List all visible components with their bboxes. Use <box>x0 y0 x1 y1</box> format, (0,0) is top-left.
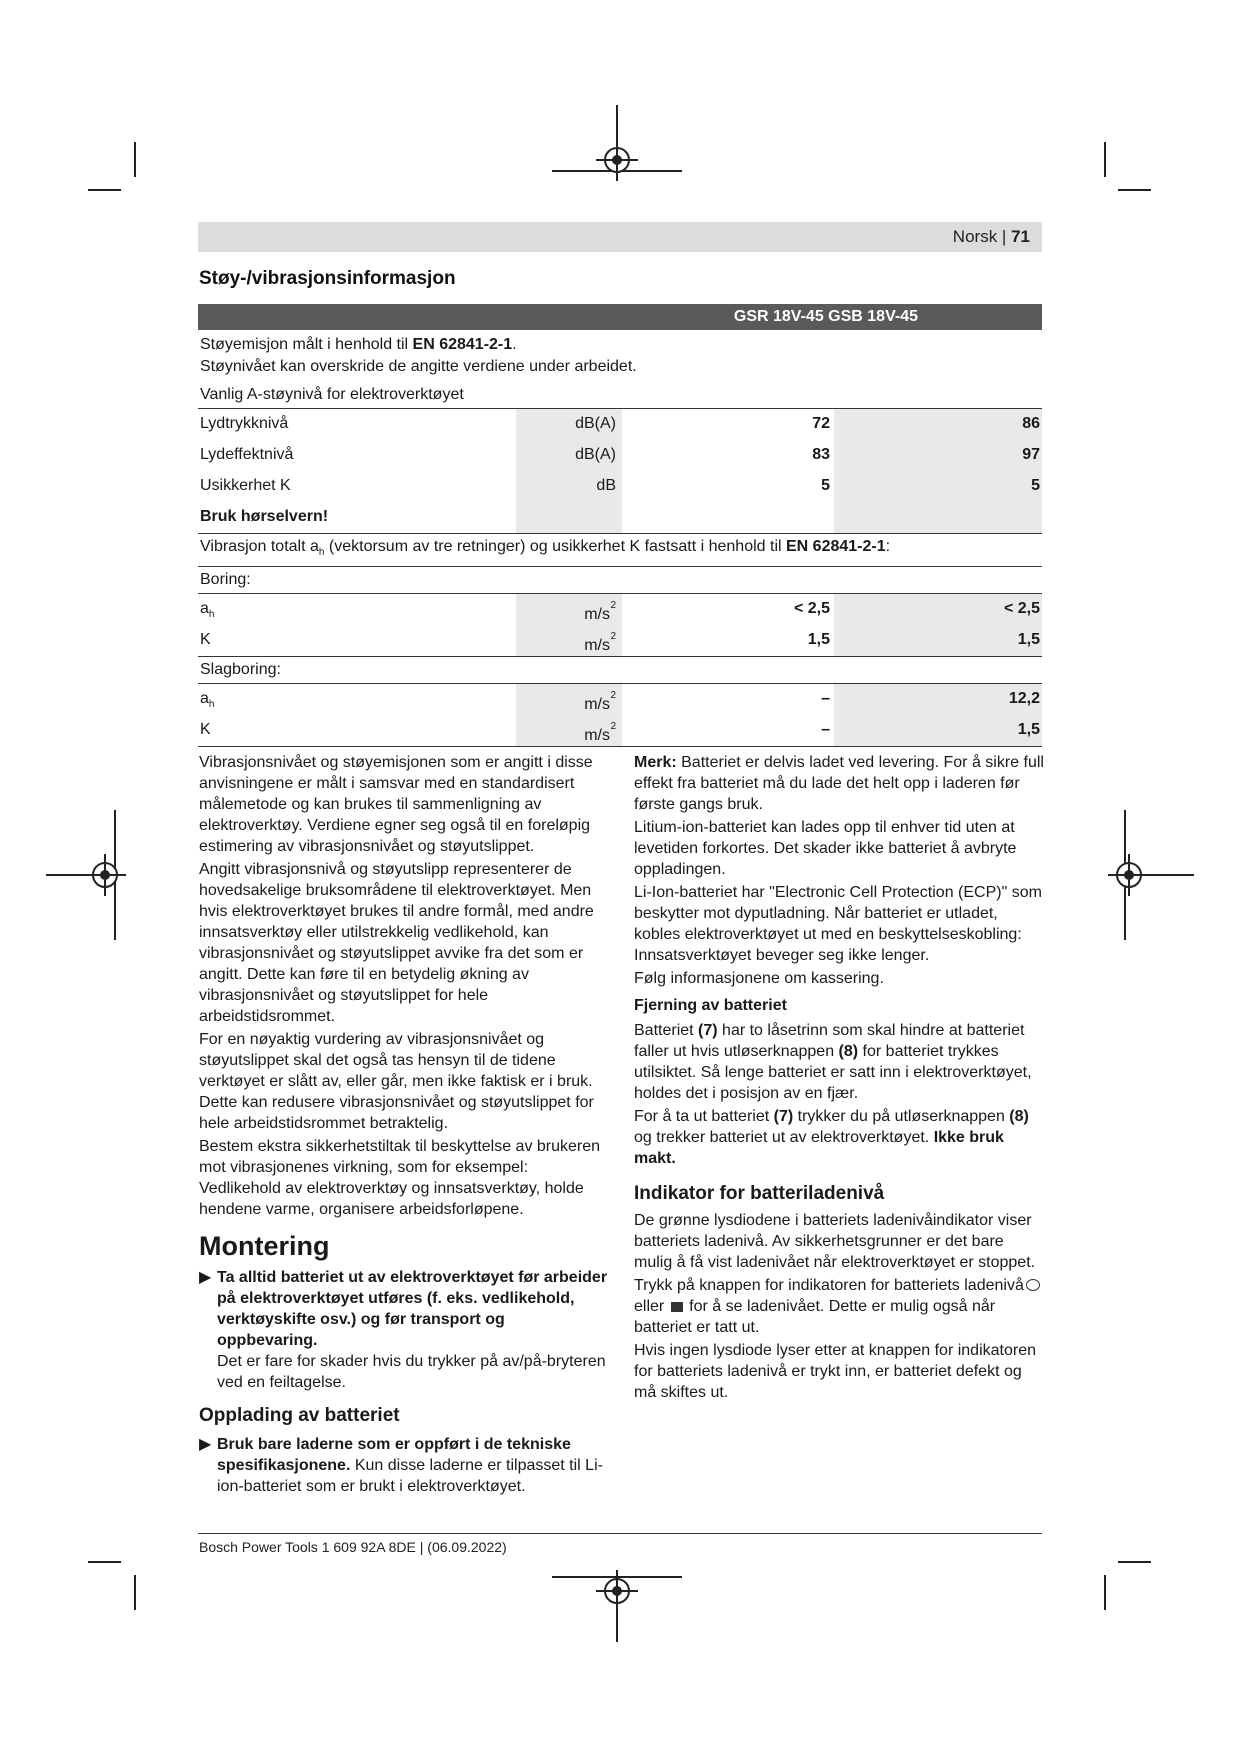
table-row: $a_h$ m/s $^2$ < 2,5 < 2,5 <box>198 594 1042 625</box>
boring-caption: Boring: <box>198 567 1042 594</box>
paragraph: De grønne lysdiodene i batteriets ladenivåindikator viser batteriets ladenivå. Av sikkerhetsgrunner er det bare mulig å få vist ladenivået når elektroverktøyet er stoppet. <box>634 1212 1036 1271</box>
paragraph: Vibrasjonsnivået og støyemisjonen som er angitt i disse anvisningene er målt i samsvar med en standardisert målemetode og kan brukes til sammenligning av elektroverktøy. Verdiene egner seg også til en foreløpig estimering av vibrasjonsnivået og støyutslippet. <box>199 754 593 855</box>
paragraph: Batteriet (7) har to låsetrinn som skal hindre at batteriet faller ut hvis utløserknappen (8) for batteriet trykkes utilsiktet. Så lenge batteriet er satt inn i elektroverktøyet, holdes det i posisjon av en fjær. <box>634 1022 1032 1102</box>
paragraph: Angitt vibrasjonsnivå og støyutslipp representerer de hovedsakelige bruksområdene til elektroverktøyet. Men hvis elektroverktøyet brukes til andre formål, med andre innsatsverktøy eller utilstrekkelig vedlikehold, kan vibrasjonsnivået og støyutslippet avvike fra det som er angitt. Dette kan føre til en betydelig økning av vibrasjonsnivået og støyutslippet for hele arbeidstidsrommet. <box>199 861 594 1025</box>
slagboring-caption: Slagboring: <box>198 657 1042 684</box>
bullet-arrow-icon: ▶ <box>199 1436 212 1453</box>
footer-divider <box>198 1533 1042 1534</box>
vibration-caption: Vibrasjon totalt $a_h$ (vektorsum av tre retninger) og usikkerhet K fastsatt i henhold til EN 62841-2-1: <box>198 534 1042 567</box>
table-row: K m/s $^2$ – 1,5 <box>198 715 1042 747</box>
table-row: K m/s $^2$ 1,5 1,5 <box>198 625 1042 657</box>
crop-mark <box>1104 1575 1106 1610</box>
header-label: Norsk | 71 <box>952 227 1030 246</box>
bullet-arrow-icon: ▶ <box>199 1269 212 1286</box>
paragraph: Hvis ingen lysdiode lyser etter at knappen for indikatoren for batteriets ladenivå er trykt inn, er batteriet defekt og må skiftes ut. <box>634 1342 1036 1401</box>
table-row: Usikkerhet K dB 5 5 <box>198 471 1042 502</box>
section-title: Støy-/vibrasjonsinformasjon <box>199 268 456 289</box>
heading-fjerning: Fjerning av batteriet <box>634 997 787 1014</box>
paragraph: Litium-ion-batteriet kan lades opp til enhver tid uten at levetiden forkortes. Det skader ikke batteriet å avbryte oppladingen. <box>634 819 1017 878</box>
battery-gauge-icon <box>1026 1279 1040 1291</box>
right-column <box>634 752 1044 1405</box>
table-row: $a_h$ m/s $^2$ – 12,2 <box>198 684 1042 715</box>
crop-mark <box>88 1561 121 1563</box>
bullet-item: ▶ Bruk bare laderne som er oppført i de tekniske spesifikasjonene. Kun disse laderne er tilpasset til Li-ion-batteriet som er brukt i elektroverktøyet. <box>199 1436 603 1495</box>
crop-mark <box>1118 189 1151 191</box>
heading-opplading: Opplading av batteriet <box>199 1405 400 1426</box>
heading-montering: Montering <box>199 1231 330 1261</box>
paragraph: For en nøyaktig vurdering av vibrasjonsnivået og støyutslippet skal det også tas hensyn til de tidene verktøyet er slått av, eller går, men ikke faktisk er i bruk. Dette kan redusere vibrasjonsnivået og støyutslippet for hele arbeidstidsrommet betraktelig. <box>199 1031 594 1132</box>
paragraph: Følg informasjonene om kassering. <box>634 970 884 987</box>
paragraph: Li-Ion-batteriet har "Electronic Cell Protection (ECP)" som beskytter mot dyputladning. Når batteriet er utladet, kobles elektroverktøyet ut med en beskyttelseskobling: Innsatsverktøyet beveger seg ikke lenger. <box>634 884 1042 964</box>
crop-mark <box>134 142 136 177</box>
registration-target-icon <box>1116 862 1142 888</box>
crop-mark <box>134 1575 136 1610</box>
crop-mark <box>1104 142 1106 177</box>
hearing-warning: Bruk hørselvern! <box>200 508 329 525</box>
left-column <box>199 752 609 1497</box>
registration-target-icon <box>604 147 630 173</box>
table-head: GSR 18V-45 GSB 18V-45 <box>198 304 1042 330</box>
paragraph: For å ta ut batteriet (7) trykker du på utløserknappen (8) og trekker batteriet ut av elektroverktøyet. Ikke bruk makt. <box>634 1108 1029 1167</box>
bullet-item: ▶ Ta alltid batteriet ut av elektroverktøyet før arbeider på elektroverktøyet utføres (f. eks. vedlikehold, verktøyskifte osv.) og før transport og oppbevaring. Det er fare for skader hvis du trykker på av/på-bryteren ved en feiltagelse. <box>199 1269 608 1391</box>
paragraph: Merk: Batteriet er delvis ladet ved levering. For å sikre full effekt fra batteriet må du lade det helt opp i laderen før første gangs bruk. <box>634 754 1044 813</box>
registration-target-icon <box>604 1578 630 1604</box>
crop-mark <box>1118 1561 1151 1563</box>
heading-indikator: Indikator for batteriladenivå <box>634 1183 885 1204</box>
spec-table <box>198 304 1042 747</box>
crop-mark <box>88 189 121 191</box>
table-intro: Støyemisjon målt i henhold til EN 62841-2-1. Støynivået kan overskride de angitte verdiene under arbeidet. <box>200 336 637 375</box>
registration-target-icon <box>92 862 118 888</box>
table-row: Lydtrykknivå dB(A) 72 86 <box>198 409 1042 440</box>
table-row: Lydeffektnivå dB(A) 83 97 <box>198 440 1042 471</box>
page-footer: Bosch Power Tools 1 609 92A 8DE | (06.09.2022) <box>199 1539 507 1555</box>
table-row <box>198 502 1042 534</box>
page-header <box>198 222 1042 252</box>
paragraph: Trykk på knappen for indikatoren for batteriets ladenivå eller for å se ladenivået. Dette er mulig også når batteriet er tatt ut. <box>634 1275 1044 1338</box>
battery-button-icon <box>671 1302 683 1312</box>
noise-caption: Vanlig A-støynivå for elektroverktøyet <box>198 382 1042 409</box>
paragraph: Bestem ekstra sikkerhetstiltak til beskyttelse av brukeren mot vibrasjonenes virkning, som for eksempel: Vedlikehold av elektroverktøy og innsatsverktøy, holde hendene varme, organisere arbeidsforløpene. <box>199 1138 601 1218</box>
page-number: 71 <box>1011 227 1030 246</box>
